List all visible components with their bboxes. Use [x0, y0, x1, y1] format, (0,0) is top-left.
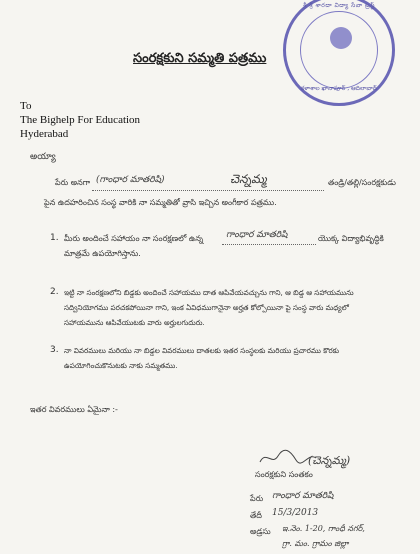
address-organization: The Bighelp For Education — [20, 114, 141, 126]
signature-scribble-icon — [258, 448, 318, 466]
date-value-handwritten: 15/3/2013 — [272, 508, 319, 518]
intro-name-handwritten: (గాంధార మాతరిషి) — [96, 175, 165, 185]
item-2-line-2: సద్వినియోగము పరచకపోయినా గాని, ఇంక ఏవిధముగానైనా అర్హత కోల్పోయినా పై సంస్థ వారు మధ్యలో — [64, 303, 349, 312]
intro-relation-label: తండ్రి/తల్లి/సంరక్షకుడు — [328, 178, 396, 187]
address-value-line-1: ఇ.నెం. 1-20, గాంధీ నగర్, — [282, 524, 365, 533]
guardian-signature-handwritten: (చెన్నమ్మ) — [308, 454, 351, 467]
seal-emblem-icon — [330, 27, 352, 49]
item-3-line-1: నా వివరములు మరియు నా బిడ్డల వివరములు దాతలకు ఇతర సంస్థలకు మరియు ప్రచారము కొరకు — [64, 346, 339, 355]
seal-bottom-text: కళాశాల ఖానాపూర్ , ఆదిలాబాద్ — [300, 85, 377, 92]
address-label: అడ్రసు — [250, 527, 271, 536]
item-1-line-1-prefix: మీరు అందించే సహాయం నా సంరక్షణలో ఉన్న — [64, 234, 204, 243]
seal-inner-ring — [300, 11, 378, 89]
item-2-line-1: ఇట్టి నా సంరక్షణలోని బిడ్డకు అందించే సహాయము దాత ఆపివేయవచ్చును గాని, ఆ బిడ్డ ఆ సహాయమును — [64, 288, 354, 297]
other-details-label: ఇతర వివరములు ఏమైనా :- — [30, 405, 118, 414]
page-title: సంరక్షకుని సమ్మతి పత్రము — [133, 51, 267, 66]
item-1-number: 1. — [50, 233, 59, 243]
item-3-number: 3. — [50, 345, 59, 355]
address-city: Hyderabad — [20, 128, 69, 140]
intro-blank-line — [92, 190, 324, 191]
address-value-line-2: గ్రా. మం. గ్రామం జిల్లా — [282, 539, 349, 548]
name-value-handwritten: గాంధార మాతరిషి — [272, 491, 334, 501]
salutation: అయ్యా — [30, 152, 56, 162]
date-label: తేదీ — [250, 511, 262, 520]
address-to: To — [20, 100, 32, 112]
item-2-number: 2. — [50, 287, 59, 297]
item-1-line-1-suffix: యొక్క విద్యాభివృద్ధికి — [318, 234, 384, 243]
item-2-line-3: సహాయమును ఆపివేయుటకు వారు అర్హులగుదురు. — [64, 318, 205, 327]
seal-top-text: శ్రీ శ్రీ శారదా విద్యా సేవా ట్రస్ట్ — [303, 2, 375, 9]
intro-relation-handwritten: చెన్నమ్మ — [230, 172, 267, 186]
item-1-line-2: మాత్రమే ఉపయోగిస్తాను. — [64, 249, 141, 258]
intro-prefix: పేరు అనగా — [55, 178, 91, 187]
organization-seal — [283, 0, 395, 106]
guardian-signature-label: సంరక్షకుని సంతకం — [255, 470, 313, 479]
item-1-child-name-handwritten: గాంధార మాతరిషి — [226, 230, 288, 240]
item-3-line-2: ఉపయోగించుకొనుటకు నాకు సమ్మతము. — [64, 361, 178, 370]
name-label: పేరు — [250, 494, 264, 503]
intro-line-2: పైన ఉదహరించిన సంస్థ వారికి నా సమ్మతితో వ్రాసి ఇచ్చిన అంగీకార పత్రము. — [44, 198, 277, 207]
item-1-blank-line — [222, 244, 316, 245]
